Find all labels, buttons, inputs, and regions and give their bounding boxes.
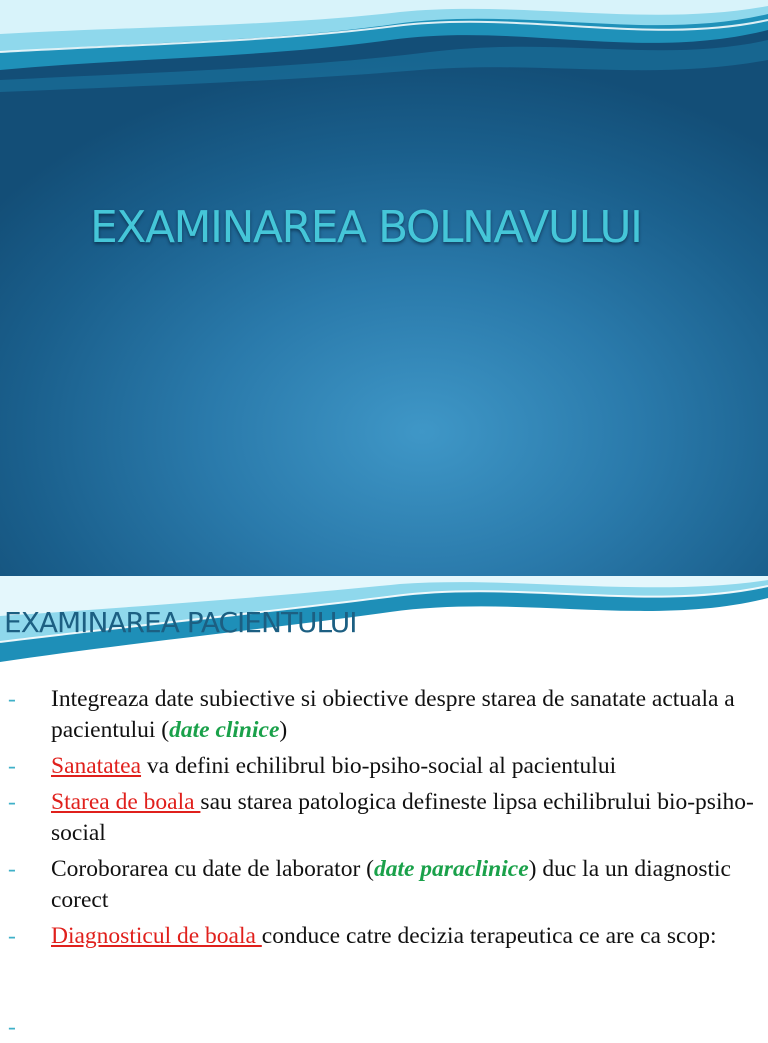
bullet-text: sau starea patologica defineste lipsa echilibrului bio-psiho-social xyxy=(51,789,754,846)
emphasis-term: date paraclinice xyxy=(373,856,529,882)
bullet-text: ) xyxy=(279,717,288,743)
bullet-dash: - xyxy=(8,686,16,712)
header-wave-decoration xyxy=(0,0,768,100)
bullet-dash: - xyxy=(8,753,16,779)
content-slide xyxy=(0,576,768,1040)
bullet-text: conduce catre decizia terapeutica ce are ca scop: xyxy=(261,923,717,949)
list-item xyxy=(0,921,768,952)
list-item xyxy=(0,787,768,849)
list-item xyxy=(0,854,768,916)
bullet-dash: - xyxy=(8,856,16,882)
bullet-text: Integreaza date subiective si obiective despre starea de sanatate actuala a pacientului ( xyxy=(51,686,735,743)
bullet-text: va defini echilibrul bio-psiho-social al pacientului xyxy=(141,753,617,779)
highlight-term: Starea de boala xyxy=(51,789,201,815)
slide-title: EXAMINAREA BOLNAVULUI xyxy=(90,202,642,253)
bullet-text: Coroborarea cu date de laborator ( xyxy=(51,856,374,882)
highlight-term: Diagnosticul de boala xyxy=(51,923,262,949)
emphasis-term: date clinice xyxy=(169,717,280,743)
bullet-list xyxy=(0,684,768,957)
bullet-dash: - xyxy=(8,789,16,815)
slide-heading: EXAMINAREA PACIENTULUI xyxy=(4,606,357,639)
bullet-dash: - xyxy=(8,1014,16,1040)
bullet-dash: - xyxy=(8,923,16,949)
list-item xyxy=(0,684,768,746)
bullet-text: ) duc la un diagnostic corect xyxy=(51,856,731,913)
highlight-term: Sanatatea xyxy=(51,753,142,779)
list-item xyxy=(0,751,768,782)
